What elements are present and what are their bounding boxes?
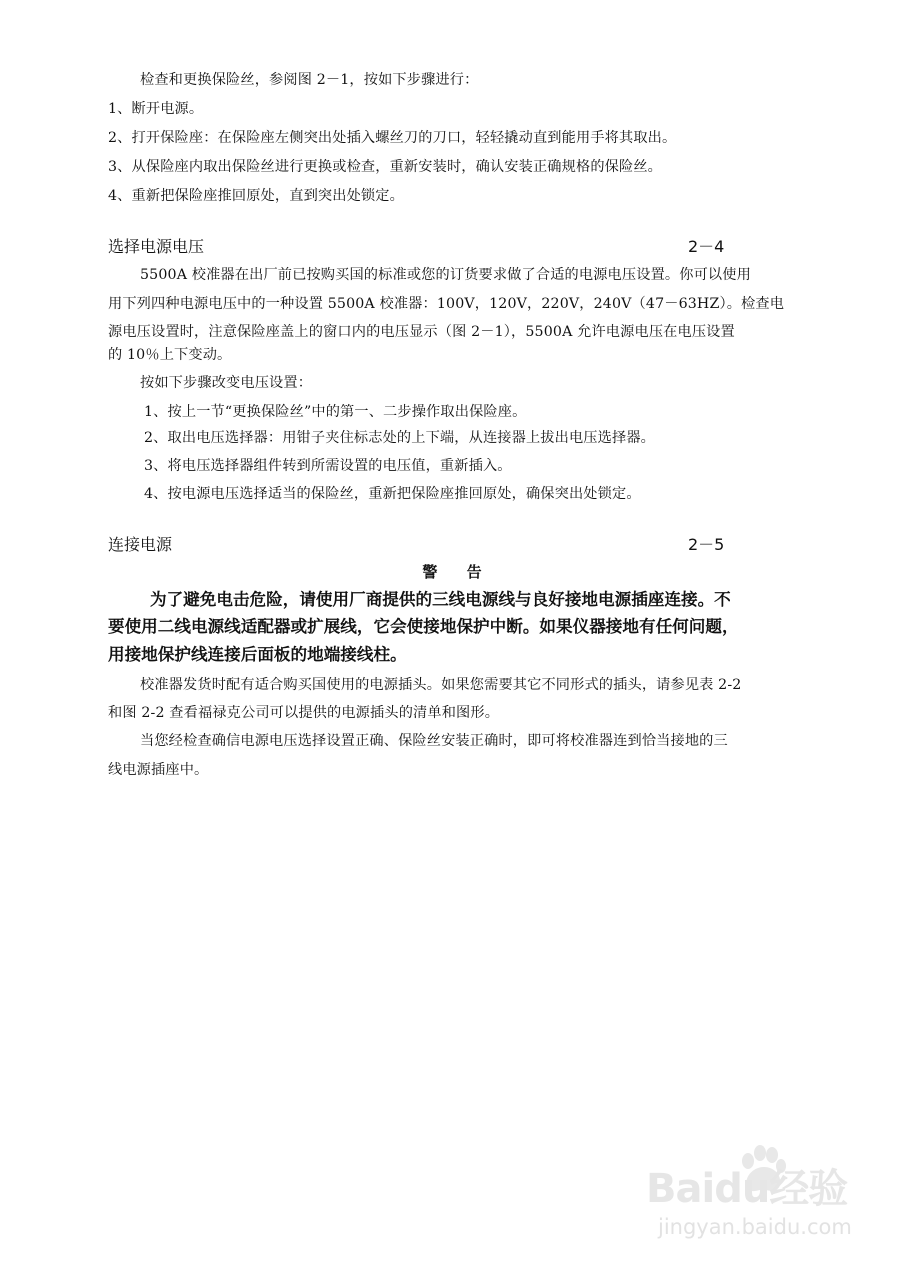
voltage-step: 2、取出电压选择器：用钳子夹住标志处的上下端，从连接器上拔出电压选择器。 <box>144 430 655 446</box>
baidu-watermark <box>640 1145 880 1265</box>
warning-text-line: 要使用二线电源线适配器或扩展线，它会使接地保护中断。如果仪器接地有任何问题， <box>108 617 739 636</box>
fuse-step: 3、从保险座内取出保险丝进行更换或检查，重新安装时，确认安装正确规格的保险丝。 <box>108 159 663 175</box>
watermark-url: jingyan.baidu.com <box>658 1215 852 1239</box>
section-title-power: 连接电源 <box>108 535 173 554</box>
power-paragraph-line: 线电源插座中。 <box>108 762 209 778</box>
voltage-paragraph-line: 的 10％上下变动。 <box>108 347 232 363</box>
power-paragraph-line: 当您经检查确信电源电压选择设置正确、保险丝安装正确时，即可将校准器连到恰当接地的三 <box>140 733 728 749</box>
warning-text-line: 用接地保护线连接后面板的地端接线柱。 <box>108 645 407 664</box>
power-paragraph-line: 和图 2-2 查看福禄克公司可以提供的电源插头的清单和图形。 <box>108 705 500 721</box>
section-title-voltage: 选择电源电压 <box>108 237 205 256</box>
voltage-paragraph-line: 5500A 校准器在出厂前已按购买国的标准或您的订货要求做了合适的电源电压设置。你可以使用 <box>140 267 751 283</box>
voltage-paragraph-line: 用下列四种电源电压中的一种设置 5500A 校准器：100V，120V，220V，240V（47－63HZ）。检查电 <box>108 296 785 312</box>
fuse-step: 4、重新把保险座推回原处，直到突出处锁定。 <box>108 188 404 204</box>
section-number-voltage: 2－4 <box>688 237 725 256</box>
voltage-paragraph-line: 源电压设置时，注意保险座盖上的窗口内的电压显示（图 2－1），5500A 允许电源电压在电压设置 <box>108 324 735 340</box>
warning-title: 警 告 <box>422 563 494 581</box>
fuse-step: 1、断开电源。 <box>108 101 204 117</box>
power-paragraph-line: 校准器发货时配有适合购买国使用的电源插头。如果您需要其它不同形式的插头，请参见表 2-2 <box>140 677 742 693</box>
warning-text-line: 为了避免电击危险，请使用厂商提供的三线电源线与良好接地电源插座连接。不 <box>150 590 731 609</box>
fuse-step: 2、打开保险座：在保险座左侧突出处插入螺丝刀的刀口，轻轻撬动直到能用手将其取出。 <box>108 130 677 146</box>
section-number-power: 2－5 <box>688 535 725 554</box>
voltage-step: 3、将电压选择器组件转到所需设置的电压值，重新插入。 <box>144 458 512 474</box>
voltage-steps-intro: 按如下步骤改变电压设置： <box>140 375 313 391</box>
voltage-step: 4、按电源电压选择适当的保险丝，重新把保险座推回原处，确保突出处锁定。 <box>144 486 641 502</box>
fuse-intro: 检查和更换保险丝，参阅图 2－1，按如下步骤进行： <box>140 72 479 88</box>
watermark-logo-text: Baidu经验 <box>646 1166 848 1212</box>
voltage-step: 1、按上一节“更换保险丝”中的第一、二步操作取出保险座。 <box>144 404 527 420</box>
